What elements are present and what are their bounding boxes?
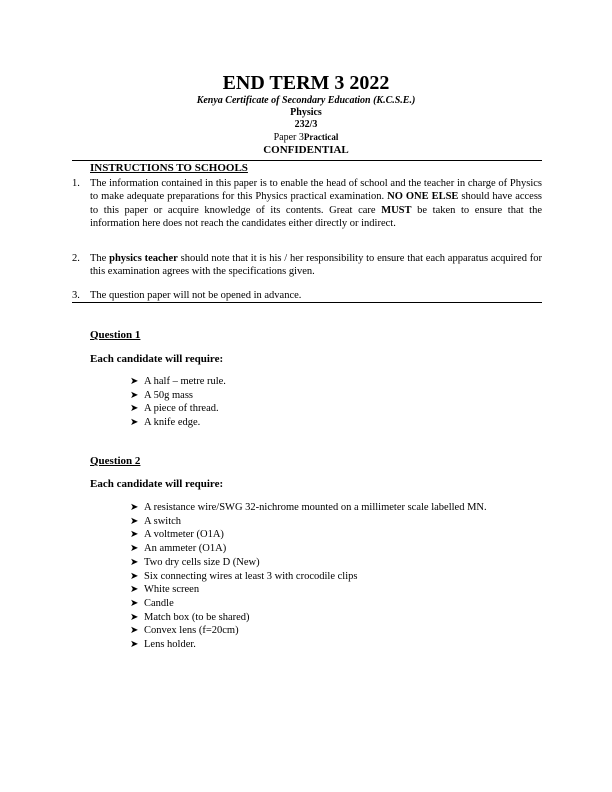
list-item — [130, 624, 487, 638]
arrow-bullet-icon: ➤ — [130, 543, 139, 555]
list-item — [130, 597, 487, 611]
exam-code: 232/3 — [294, 119, 318, 130]
list-item — [130, 402, 226, 416]
list-item-text: White screen — [144, 584, 200, 596]
instruction-text — [90, 289, 542, 302]
document-header — [0, 72, 612, 157]
emphasis-text: NO ONE ELSE — [387, 191, 459, 203]
list-item-text: Match box (to be shared) — [144, 611, 250, 623]
list-item — [130, 611, 487, 625]
arrow-bullet-icon: ➤ — [130, 403, 139, 415]
exam-subtitle: Kenya Certificate of Secondary Education (K.C.S.E.) — [196, 95, 416, 106]
list-item — [130, 375, 226, 389]
text-run: The question paper will not be opened in advance. — [90, 290, 302, 301]
question-title: Question 2 — [90, 455, 141, 467]
question-2-requirement — [90, 478, 223, 490]
instruction-text — [90, 252, 542, 279]
list-item — [130, 570, 487, 584]
list-item-text: Convex lens (f=20cm) — [144, 625, 239, 637]
arrow-bullet-icon: ➤ — [130, 389, 139, 401]
list-item-text: A voltmeter (O1A) — [144, 529, 224, 541]
list-item-text: A resistance wire/SWG 32-nichrome mounted on a millimeter scale labelled MN. — [144, 502, 487, 513]
arrow-bullet-icon: ➤ — [130, 556, 139, 568]
list-item-text: Six connecting wires at least 3 with crocodile clips — [144, 570, 358, 582]
arrow-bullet-icon: ➤ — [130, 584, 139, 596]
arrow-bullet-icon: ➤ — [130, 570, 139, 582]
text-run: The information contained in this paper is to enable the head of school and the teacher in charge of Physics to make adequate preparations for this Physics practical examination. — [90, 178, 542, 203]
instruction-number: 1. — [72, 178, 80, 189]
list-item — [130, 389, 226, 403]
list-item — [130, 515, 487, 529]
list-item-text: A switch — [144, 515, 182, 527]
instruction-text — [90, 177, 542, 231]
requirement-label: Each candidate will require: — [90, 353, 224, 365]
instruction-number: 2. — [72, 253, 80, 264]
header-divider — [72, 160, 542, 161]
question-2-heading — [90, 455, 140, 467]
list-item — [130, 528, 487, 542]
arrow-bullet-icon: ➤ — [130, 611, 139, 623]
paper-line — [0, 131, 612, 144]
exam-title: END TERM 3 2022 — [222, 72, 390, 94]
emphasis-text: physics teacher — [109, 253, 178, 264]
arrow-bullet-icon: ➤ — [130, 502, 139, 513]
list-item — [130, 583, 487, 597]
list-item — [130, 638, 487, 652]
requirement-label: Each candidate will require: — [90, 478, 224, 490]
paper-type: Practical — [303, 132, 339, 142]
question-1-list — [130, 375, 226, 430]
arrow-bullet-icon: ➤ — [130, 515, 139, 527]
arrow-bullet-icon: ➤ — [130, 597, 139, 609]
arrow-bullet-icon: ➤ — [130, 639, 139, 651]
question-title: Question 1 — [90, 329, 141, 341]
list-item-text: A knife edge. — [144, 417, 201, 429]
emphasis-text: MUST — [381, 204, 412, 216]
question-1-heading — [90, 329, 140, 341]
text-run: should have access to this paper or acquire knowledge of its contents. Great care — [90, 191, 543, 216]
exam-subject: Physics — [290, 107, 322, 118]
list-item-text: A piece of thread. — [144, 403, 219, 415]
arrow-bullet-icon: ➤ — [130, 417, 139, 429]
list-item-text: An ammeter (O1A) — [144, 543, 227, 555]
list-item-text: A half – metre rule. — [144, 376, 226, 387]
arrow-bullet-icon: ➤ — [130, 376, 139, 387]
arrow-bullet-icon: ➤ — [130, 529, 139, 541]
question-1-requirement — [90, 353, 223, 365]
instruction-number: 3. — [72, 290, 80, 301]
text-run: The — [90, 253, 110, 264]
instructions-divider — [72, 302, 542, 303]
instructions-heading: INSTRUCTIONS TO SCHOOLS — [90, 162, 248, 174]
list-item — [130, 416, 226, 430]
question-2-list — [130, 501, 487, 652]
list-item-text: Candle — [144, 597, 174, 609]
list-item-text: Two dry cells size D (New) — [144, 556, 260, 568]
list-item-text: A 50g mass — [144, 389, 194, 401]
arrow-bullet-icon: ➤ — [130, 625, 139, 637]
confidential-label: CONFIDENTIAL — [263, 144, 349, 156]
list-item — [130, 501, 487, 515]
list-item-text: Lens holder. — [144, 639, 196, 651]
text-run: be taken to ensure that the information here does not reach the candidates either directly or indirect. — [90, 204, 542, 230]
text-run: should note that it is his / her responsibility to ensure that each apparatus acquired for this examination agrees with the specifications given. — [90, 253, 542, 278]
paper-number: Paper 3 — [273, 132, 304, 143]
list-item — [130, 542, 487, 556]
list-item — [130, 556, 487, 570]
